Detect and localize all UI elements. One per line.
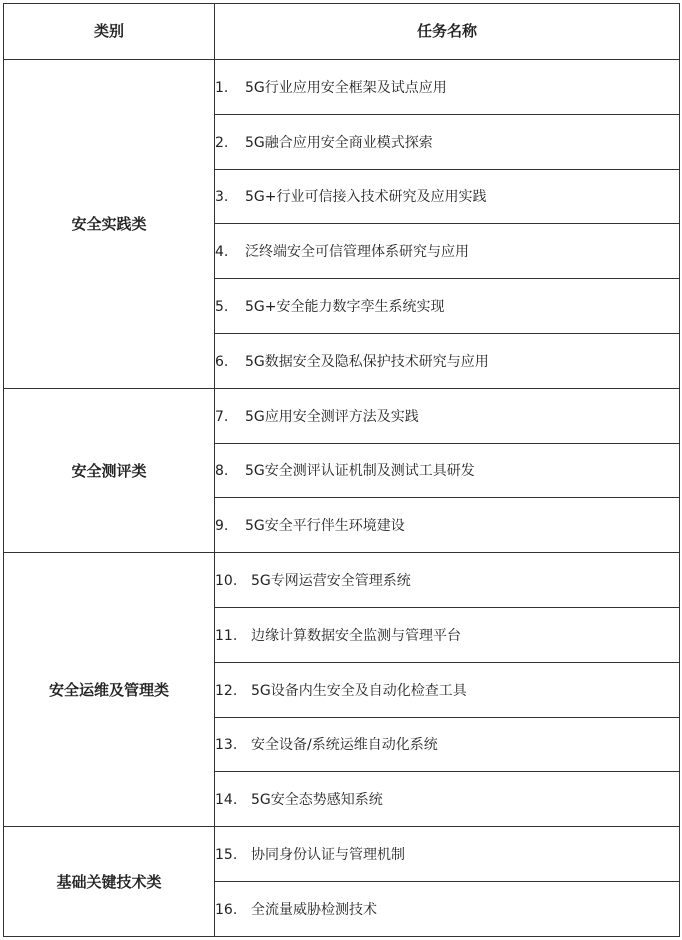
task-name: 安全设备/系统运维自动化系统 [251, 737, 438, 754]
task-number: 5. [215, 299, 229, 316]
task-number: 9. [215, 518, 229, 535]
task-table [3, 3, 680, 937]
task-name: 5G+行业可信接入技术研究及应用实践 [245, 189, 487, 206]
task-name: 边缘计算数据安全监测与管理平台 [251, 627, 461, 644]
task-name: 5G安全态势感知系统 [251, 792, 383, 809]
task-cell [215, 662, 680, 717]
task-number: 13. [215, 737, 238, 754]
task-cell [215, 498, 680, 553]
task-number: 10. [215, 573, 238, 590]
task-name: 泛终端安全可信管理体系研究与应用 [245, 244, 469, 261]
table-row [4, 827, 680, 882]
header-category: 类别 [4, 4, 215, 60]
task-cell [215, 279, 680, 334]
task-name: 5G安全平行伴生环境建设 [245, 518, 405, 535]
task-number: 14. [215, 792, 238, 809]
task-name: 5G融合应用安全商业模式探索 [245, 134, 433, 151]
category-cell: 安全运维及管理类 [4, 553, 215, 827]
task-name: 5G行业应用安全框架及试点应用 [245, 79, 447, 96]
task-number: 3. [215, 189, 229, 206]
header-task-name: 任务名称 [215, 4, 680, 60]
task-number: 4. [215, 244, 229, 261]
table-row [4, 388, 680, 443]
task-cell [215, 881, 680, 936]
task-number: 7. [215, 408, 229, 425]
table-row [4, 60, 680, 115]
task-cell [215, 443, 680, 498]
task-cell [215, 607, 680, 662]
task-name: 5G+安全能力数字孪生系统实现 [245, 299, 445, 316]
task-number: 2. [215, 134, 229, 151]
task-name: 全流量威胁检测技术 [251, 901, 377, 918]
task-name: 协同身份认证与管理机制 [251, 847, 405, 864]
task-cell [215, 388, 680, 443]
task-number: 12. [215, 682, 238, 699]
task-name: 5G安全测评认证机制及测试工具研发 [245, 463, 475, 480]
task-cell [215, 114, 680, 169]
header-row [4, 4, 680, 60]
task-number: 15. [215, 847, 238, 864]
task-cell [215, 224, 680, 279]
task-number: 6. [215, 353, 229, 370]
task-name: 5G应用安全测评方法及实践 [245, 408, 419, 425]
task-cell [215, 333, 680, 388]
table-row [4, 553, 680, 608]
category-cell: 安全实践类 [4, 60, 215, 389]
task-number: 8. [215, 463, 229, 480]
table-body [4, 60, 680, 937]
task-name: 5G设备内生安全及自动化检查工具 [251, 682, 467, 699]
task-number: 1. [215, 79, 229, 96]
category-cell: 安全测评类 [4, 388, 215, 552]
task-number: 16. [215, 901, 238, 918]
task-name: 5G数据安全及隐私保护技术研究与应用 [245, 353, 489, 370]
task-cell [215, 827, 680, 882]
category-cell: 基础关键技术类 [4, 827, 215, 937]
task-name: 5G专网运营安全管理系统 [251, 573, 411, 590]
task-cell [215, 717, 680, 772]
task-cell [215, 169, 680, 224]
task-cell [215, 60, 680, 115]
task-cell [215, 772, 680, 827]
task-cell [215, 553, 680, 608]
task-number: 11. [215, 627, 238, 644]
